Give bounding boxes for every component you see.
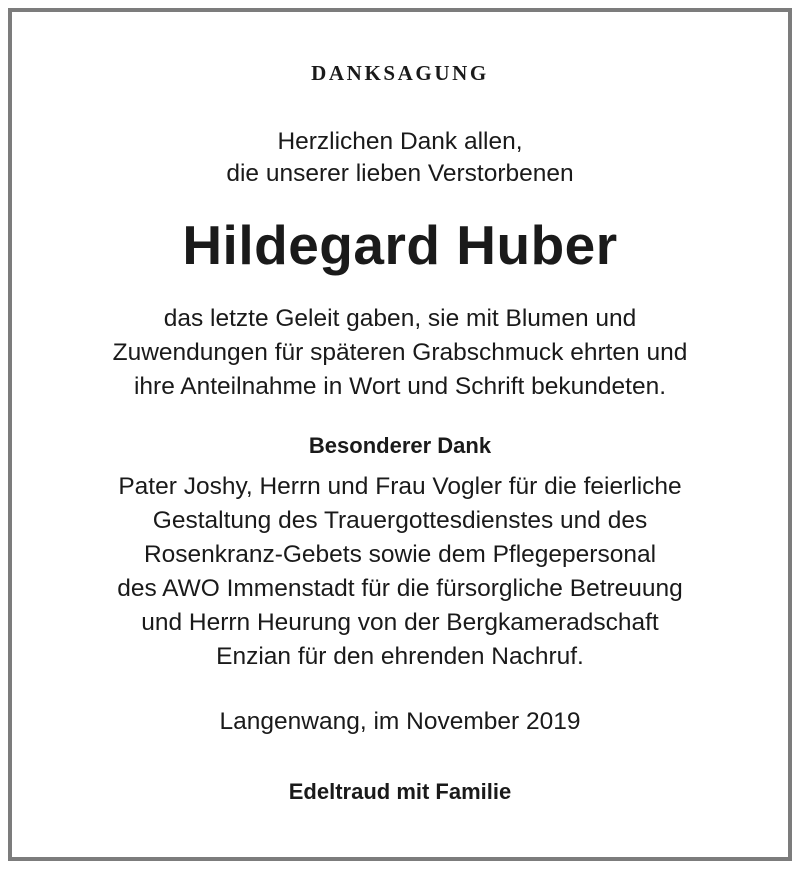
thanks-line: ihre Anteilnahme in Wort und Schrift bekundeten. — [133, 373, 667, 400]
special-thanks-line: Enzian für den ehrenden Nachruf. — [216, 643, 584, 670]
intro-line: Herzlichen Dank allen, — [277, 128, 523, 155]
intro-line: die unserer lieben Verstorbenen — [226, 160, 574, 187]
special-thanks-line: Rosenkranz-Gebets sowie dem Pflegepersonal — [143, 541, 657, 568]
place-date: Langenwang, im November 2019 — [219, 708, 581, 735]
deceased-name: Hildegard Huber — [182, 214, 618, 276]
special-thanks-heading: Besonderer Dank — [308, 433, 492, 458]
special-thanks-line: Gestaltung des Trauergottesdienstes und des — [152, 507, 648, 534]
notice-heading: DANKSAGUNG — [311, 61, 489, 85]
special-thanks-line: und Herrn Heurung von der Bergkameradschaft — [141, 609, 659, 636]
thanks-line: Zuwendungen für späteren Grabschmuck ehrten und — [112, 339, 688, 366]
special-thanks-line: Pater Joshy, Herrn und Frau Vogler für die feierliche — [118, 473, 682, 500]
signature: Edeltraud mit Familie — [288, 779, 512, 804]
special-thanks-line: des AWO Immenstadt für die fürsorgliche Betreuung — [117, 575, 683, 602]
thanks-line: das letzte Geleit gaben, sie mit Blumen und — [163, 305, 637, 332]
